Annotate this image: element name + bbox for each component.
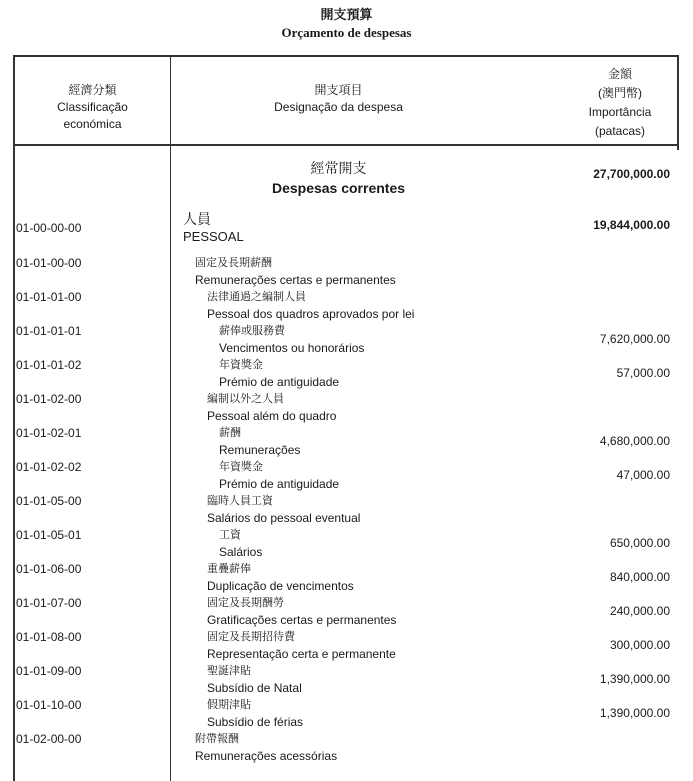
table-left-border: [13, 55, 15, 781]
row-code: 01-01-02-01: [16, 426, 82, 440]
row-title-pt: Prémio de antiguidade: [219, 375, 340, 389]
row-code: 01-01-02-02: [16, 460, 82, 474]
row-amount: 7,620,000.00: [599, 332, 670, 346]
row-code: 01-01-07-00: [16, 596, 82, 610]
header-classification: [15, 82, 170, 133]
row-title-zh: 聖誕津貼: [207, 665, 251, 677]
group-amount: 19,844,000.00: [593, 218, 670, 232]
row-title-pt: Remunerações acessórias: [195, 749, 338, 763]
row-title-pt: Duplicação de vencimentos: [207, 579, 354, 593]
row-title-zh: 臨時人員工資: [207, 495, 273, 507]
row-title-zh: 編制以外之人員: [207, 393, 284, 405]
row-title-zh: 工資: [219, 529, 241, 541]
row-code: 01-01-01-01: [16, 324, 82, 338]
header-amount-currency-pt: (patacas): [594, 124, 646, 138]
header-amount-currency-zh: (澳門幣): [598, 86, 642, 100]
row-title-zh: 假期津貼: [207, 699, 251, 711]
row-title-zh: 附帶報酬: [195, 733, 239, 745]
row-code: 01-01-00-00: [16, 256, 82, 270]
row-amount: 1,390,000.00: [599, 672, 670, 686]
row-title-zh: 薪酬: [219, 427, 241, 439]
row-title-pt: Remunerações certas e permanentes: [195, 273, 396, 287]
row-title-pt: Representação certa e permanente: [207, 647, 396, 661]
row-amount: 240,000.00: [609, 604, 670, 618]
row-code: 01-01-01-02: [16, 358, 82, 372]
header-amount-zh: 金額: [607, 67, 632, 81]
row-title-zh: 固定及長期酬勞: [207, 597, 284, 609]
group-title-pt: PESSOAL: [183, 229, 244, 244]
header-amount: [560, 65, 680, 141]
row-title-pt: Remunerações: [219, 443, 301, 457]
title-zh: 開支預算: [320, 7, 373, 22]
header-designation-zh: 開支項目: [314, 83, 363, 97]
row-title-pt: Vencimentos ou honorários: [219, 341, 365, 355]
row-code: 01-01-06-00: [16, 562, 82, 576]
header-classification-zh: 經濟分類: [68, 83, 117, 97]
row-title-zh: 年資獎金: [219, 461, 263, 473]
row-amount: 840,000.00: [609, 570, 670, 584]
section-amount: 27,700,000.00: [593, 167, 670, 181]
header-classification-pt2: económica: [63, 117, 122, 131]
row-code: 01-01-09-00: [16, 664, 82, 678]
group-code: 01-00-00-00: [16, 221, 82, 235]
row-code: 01-01-10-00: [16, 698, 82, 712]
row-title-zh: 法律通過之編制人員: [207, 291, 306, 303]
row-title-pt: Salários: [219, 545, 263, 559]
row-amount: 1,390,000.00: [599, 706, 670, 720]
row-title-zh: 固定及長期招待費: [207, 631, 295, 643]
row-title-zh: 薪俸或服務費: [219, 325, 285, 337]
row-amount: 47,000.00: [616, 468, 670, 482]
row-code: 01-01-01-00: [16, 290, 82, 304]
row-title-zh: 固定及長期薪酬: [195, 257, 272, 269]
row-title-pt: Gratificações certas e permanentes: [207, 613, 397, 627]
row-title-pt: Subsídio de Natal: [207, 681, 302, 695]
row-title-pt: Subsídio de férias: [207, 715, 304, 729]
row-code: 01-01-05-00: [16, 494, 82, 508]
row-code: 01-02-00-00: [16, 732, 82, 746]
header-designation: [171, 82, 506, 116]
section-title-zh: 經常開支: [310, 160, 367, 176]
row-amount: 57,000.00: [616, 366, 670, 380]
row-title-zh: 年資獎金: [219, 359, 263, 371]
header-amount-pt: Importância: [588, 105, 652, 119]
title-pt: Orçamento de despesas: [281, 25, 412, 40]
row-title-pt: Prémio de antiguidade: [219, 477, 340, 491]
row-code: 01-01-02-00: [16, 392, 82, 406]
header-classification-pt1: Classificação: [57, 100, 128, 114]
row-title-pt: Salários do pessoal eventual: [207, 511, 361, 525]
header-bottom-border: [13, 144, 679, 146]
row-amount: 300,000.00: [609, 638, 670, 652]
table-top-border: [13, 55, 679, 57]
row-title-pt: Pessoal além do quadro: [207, 409, 337, 423]
section-title-pt: Despesas correntes: [271, 180, 406, 196]
row-title-pt: Pessoal dos quadros aprovados por lei: [207, 307, 415, 321]
row-amount: 650,000.00: [609, 536, 670, 550]
header-designation-pt: Designação da despesa: [274, 100, 403, 114]
row-code: 01-01-08-00: [16, 630, 82, 644]
row-title-zh: 重疊薪俸: [207, 563, 251, 575]
row-amount: 4,680,000.00: [599, 434, 670, 448]
group-title-zh: 人員: [183, 211, 211, 227]
row-code: 01-01-05-01: [16, 528, 82, 542]
